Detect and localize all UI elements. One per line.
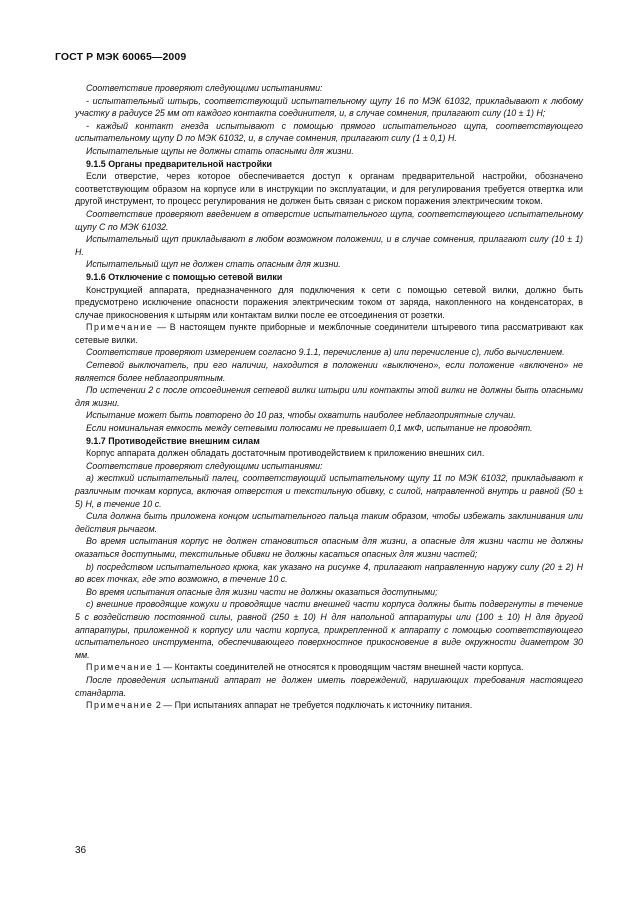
paragraph: - каждый контакт гнезда испытывают с помощью прямого испытательного щупа, соответствующего испытательному щупу D по МЭК 61032, и, в случае сомнения, прилагают силу (1 ± 0,1) Н.: [75, 120, 583, 144]
section-heading: 9.1.5 Органы предварительной настройки: [86, 158, 272, 169]
paragraph: Сетевой выключатель, при его наличии, находится в положении «выключено», если положение «включено» не является более неблагоприятным.: [75, 360, 583, 383]
note: [75, 699, 583, 712]
paragraph: Во время испытания опасные для жизни части не должны оказаться доступными;: [86, 586, 438, 597]
paragraph: Испытательный щуп не должен стать опасным для жизни.: [86, 259, 341, 270]
paragraph: b) посредством испытательного крюка, как указано на рисунке 4, прилагают направленную наружу силу (20 ± 2) Н во всех точках, где это возможно, в течение 10 с.: [75, 561, 583, 585]
paragraph: а) жесткий испытательный палец, соответствующий испытательному щупу 11 по МЭК 61032, прикладывают к различным точкам корпуса, включая отверстия и текстильную обивку, с силой, направленной внутрь и равной (50 ± 5) Н, в течение 10 с.: [75, 473, 583, 509]
note: [75, 321, 583, 346]
paragraph: Испытательные щупы не должны стать опасными для жизни.: [86, 145, 354, 156]
note-text: 1 — Контакты соединителей не относятся к проводящим частям внешней части корпуса.: [155, 662, 524, 673]
paragraph: Соответствие проверяют введением в отверстие испытательного щупа, соответствующего испытательному щупу С по МЭК 61032.: [75, 208, 583, 232]
paragraph: - испытательный штырь, соответствующий испытательному щупу 16 по МЭК 61032, прикладывают к любому участку в радиусе 25 мм от каждого контакта соединителя, и, в случае сомнения, прилагают силу (10 ± 1) Н;: [75, 95, 583, 119]
paragraph: Во время испытания корпус не должен становиться опасным для жизни, а опасные для жизни части не должны оказаться доступными, текстильные обивки не должны касаться опасных для жизни частей;: [75, 536, 583, 559]
paragraph: После проведения испытаний аппарат не должен иметь повреждений, нарушающих требования настоящего стандарта.: [75, 674, 583, 698]
page-number: 36: [75, 845, 87, 856]
paragraph: с) внешние проводящие кожухи и проводящие части внешней части корпуса должны быть подвергнуты в течение 5 с воздействию постоянной силы, равной (250 ± 10) Н для напольной аппаратуры или (100 ± 10) Н для другой аппаратуры, приложенной к корпусу или части корпуса, прикрепленной к аппарату с помощью соответствующего испытательного инструмента, обеспечивающего поверхностное прикосновение в виде окружности диаметром 30 мм.: [75, 599, 583, 660]
paragraph: По истечении 2 с после отсоединения сетевой вилки штыри или контакты этой вилки не должны быть опасными для жизни.: [75, 385, 583, 408]
note-label: Примечание: [86, 662, 154, 673]
section-heading: 9.1.7 Противодействие внешним силам: [86, 435, 260, 446]
paragraph: Испытание может быть повторено до 10 раз, чтобы охватить наиболее неблагоприятные случаи.: [86, 410, 516, 421]
standard-header: ГОСТ Р МЭК 60065—2009: [55, 51, 187, 63]
paragraph: Соответствие проверяют следующими испытаниями:: [86, 83, 323, 93]
note-label: Примечание: [86, 322, 154, 333]
section-heading: 9.1.6 Отключение с помощью сетевой вилки: [86, 271, 283, 282]
note-text: 2 — При испытаниях аппарат не требуется подключать к источнику питания.: [155, 700, 473, 711]
note-text: — В настоящем пункте приборные и межблочные соединители штыревого типа рассматривают как сетевые вилки.: [75, 322, 584, 345]
paragraph: Соответствие проверяют измерением согласно 9.1.1, перечисление а) или перечисление с), либо вычислением.: [86, 347, 565, 358]
note: [75, 661, 583, 674]
paragraph: Соответствие проверяют следующими испытаниями:: [86, 460, 323, 471]
paragraph: Если номинальная емкость между сетевыми полюсами не превышает 0,1 мкФ, испытание не проводят.: [86, 423, 533, 434]
paragraph: Испытательный щуп прикладывают в любом возможном положении, и в случае сомнения, прилагают силу (10 ± 1) Н.: [75, 234, 583, 257]
paragraph: Сила должна быть приложена концом испытательного пальца таким образом, чтобы избежать заклинивания или действия рычагом.: [75, 511, 583, 534]
note-label: Примечание: [86, 700, 154, 711]
paragraph: Корпус аппарата должен обладать достаточным противодействием к приложению внешних сил.: [86, 448, 485, 459]
document-body: [75, 82, 583, 712]
paragraph: Если отверстие, через которое обеспечивается доступ к органам предварительной настройки, обозначено соответствующим образом на корпусе или в инструкции по эксплуатации, и для регулирования требуется отвертка или другой инструмент, то процесс регулирования не должен быть связан с риском поражения электрическим током.: [75, 171, 583, 207]
paragraph: Конструкцией аппарата, предназначенного для подключения к сети с помощью сетевой вилки, должно быть предусмотрено исключение опасности поражения электрическим током от заряда, накопленного на конденсаторах, в случае прикосновения к штырям или контактам вилки после ее отсоединения от розетки.: [75, 284, 583, 320]
